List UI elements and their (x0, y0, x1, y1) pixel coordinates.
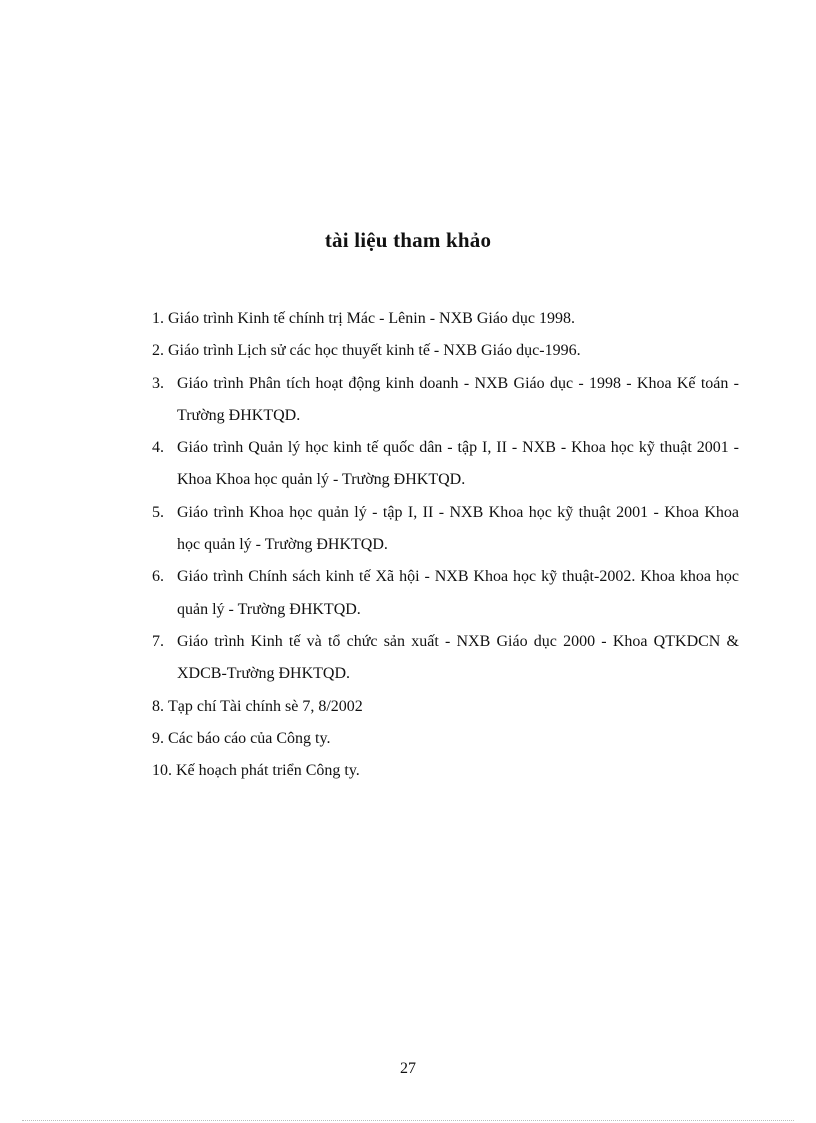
reference-number: 6. (152, 568, 164, 586)
reference-text: Các báo cáo của Công ty. (168, 729, 331, 747)
reference-item (152, 723, 739, 755)
reference-text: Giáo trình Quản lý học kinh tế quốc dân - tập I, II - NXB - Khoa học kỹ thuật 2001 - Khoa Khoa học quản lý - Trường ĐHKTQD. (177, 439, 739, 489)
reference-number: 8. (152, 697, 164, 715)
reference-number: 4. (152, 439, 164, 457)
reference-text: Giáo trình Phân tích hoạt động kinh doanh - NXB Giáo dục - 1998 - Khoa Kế toán - Trường ĐHKTQD. (177, 374, 739, 424)
reference-item (152, 368, 739, 433)
reference-text: Giáo trình Lịch sử các học thuyết kinh tế - NXB Giáo dục-1996. (168, 342, 581, 360)
reference-number: 3. (152, 374, 164, 392)
page-number: 27 (400, 1060, 416, 1077)
reference-number: 9. (152, 729, 164, 747)
page-bottom-divider (22, 1120, 794, 1121)
reference-text: Giáo trình Kinh tế chính trị Mác - Lênin - NXB Giáo dục 1998. (168, 310, 576, 327)
reference-item (152, 755, 739, 787)
reference-number: 2. (152, 342, 164, 360)
reference-text: Giáo trình Khoa học quản lý - tập I, II - NXB Khoa học kỹ thuật 2001 - Khoa Khoa học quản lý - Trường ĐHKTQD. (177, 503, 739, 554)
reference-item (152, 335, 739, 367)
reference-text: Kế hoạch phát triển Công ty. (176, 762, 360, 780)
reference-item (152, 561, 739, 626)
reference-number: 1. (152, 310, 164, 327)
reference-text: Tạp chí Tài chính sè 7, 8/2002 (168, 697, 363, 715)
page-title: tài liệu tham khảo (324, 228, 492, 252)
reference-text: Giáo trình Chính sách kinh tế Xã hội - NXB Khoa học kỹ thuật-2002. Khoa khoa học quản lý - Trường ĐHKTQD. (177, 568, 739, 618)
reference-item (152, 497, 739, 562)
reference-number: 10. (152, 762, 172, 780)
reference-item (152, 626, 739, 691)
reference-item (152, 303, 739, 335)
reference-list (152, 303, 739, 787)
reference-item (152, 432, 739, 497)
reference-number: 5. (152, 503, 164, 521)
reference-item (152, 691, 739, 723)
reference-number: 7. (152, 632, 164, 650)
reference-text: Giáo trình Kinh tế và tổ chức sản xuất - NXB Giáo dục 2000 - Khoa QTKDCN & XDCB-Trường ĐHKTQD. (177, 632, 739, 683)
